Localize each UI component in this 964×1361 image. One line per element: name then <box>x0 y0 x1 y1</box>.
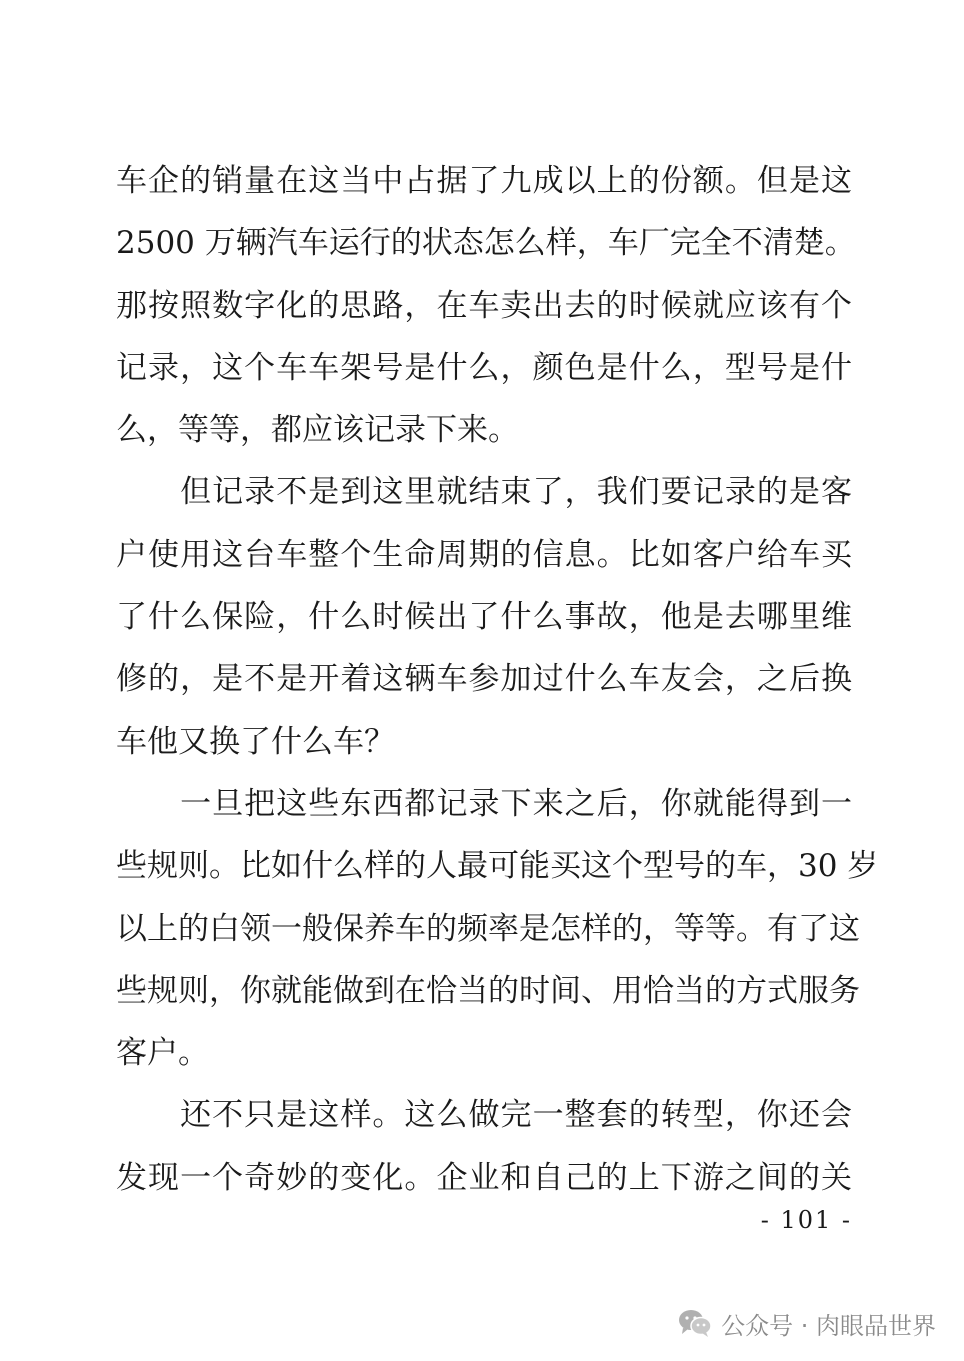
body-text <box>116 150 879 1209</box>
text-line: 以上的白领一般保养车的频率是怎样的，等等。有了这 <box>116 910 860 947</box>
text-line: 一旦把这些东西都记录下来之后，你就能得到一 <box>116 785 852 822</box>
text-line: 么，等等，都应该记录下来。 <box>116 412 519 449</box>
text-line: 那按照数字化的思路，在车卖出去的时候就应该有个 <box>116 287 852 324</box>
text-line: 车企的销量在这当中占据了九成以上的份额。但是这 <box>116 163 852 199</box>
text-line: 户使用这台车整个生命周期的信息。比如客户给车买 <box>116 536 852 573</box>
watermark-text: 公众号 · 肉眼品世界 <box>721 1311 936 1340</box>
text-line: 些规则。比如什么样的人最可能买这个型号的车，30 岁 <box>116 848 879 885</box>
text-line: 发现一个奇妙的变化。企业和自己的上下游之间的关 <box>116 1159 852 1196</box>
watermark <box>677 1298 936 1348</box>
paragraph-2 <box>116 461 852 772</box>
text-line: 还不只是这样。这么做完一整套的转型，你还会 <box>116 1097 852 1134</box>
text-line: 记录，这个车车架号是什么，颜色是什么，型号是什 <box>116 349 852 386</box>
paragraph-1 <box>116 150 856 461</box>
text-line: 但记录不是到这里就结束了，我们要记录的是客 <box>116 474 852 511</box>
text-line: 车他又换了什么车？ <box>116 723 395 760</box>
text-line: 客户。 <box>116 1035 209 1072</box>
wechat-icon <box>677 1308 713 1338</box>
text-line: 了什么保险，什么时候出了什么事故，他是去哪里维 <box>116 599 852 636</box>
paragraph-4 <box>116 1084 852 1209</box>
text-line: 2500 万辆汽车运行的状态怎么样，车厂完全不清楚。 <box>116 225 856 262</box>
page-number: - 101 - <box>760 1206 852 1234</box>
paragraph-3 <box>116 773 879 1084</box>
text-line: 些规则，你就能做到在恰当的时间、用恰当的方式服务 <box>116 972 860 1009</box>
text-line: 修的，是不是开着这辆车参加过什么车友会，之后换 <box>116 661 852 698</box>
